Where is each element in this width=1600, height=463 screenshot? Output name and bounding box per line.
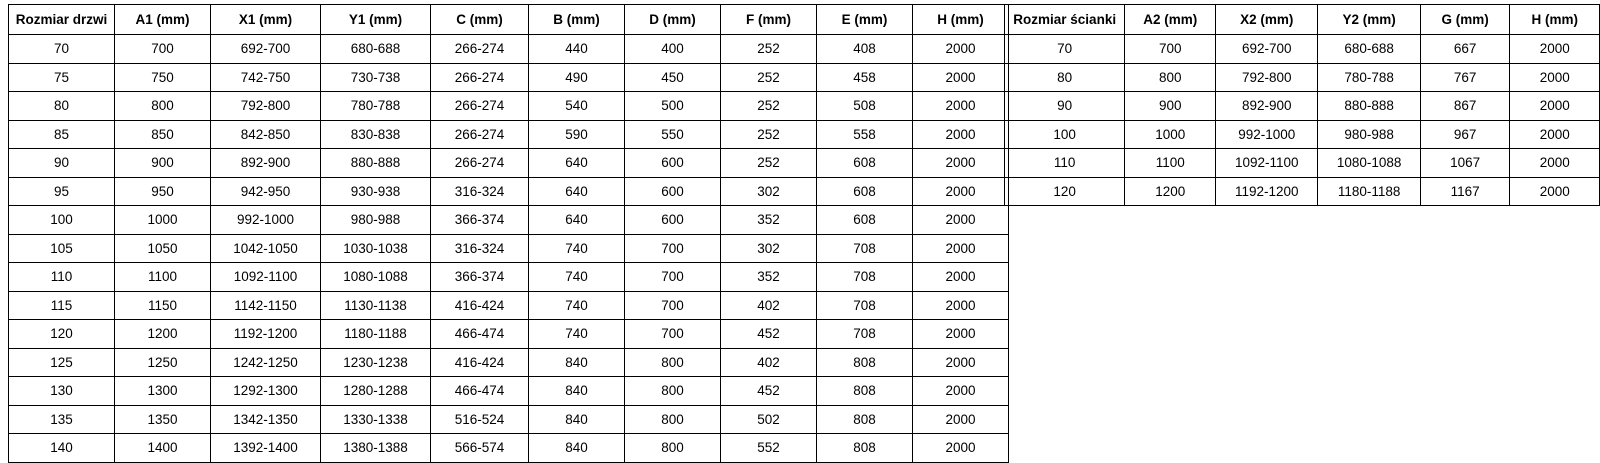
door-table-cell: 452 bbox=[721, 377, 817, 406]
table-row bbox=[9, 120, 1009, 149]
door-table-cell: 808 bbox=[817, 405, 913, 434]
door-table-cell: 590 bbox=[529, 120, 625, 149]
wall-table-cell: 70 bbox=[1005, 35, 1125, 64]
door-table-cell: 110 bbox=[9, 263, 115, 292]
door-table-body bbox=[9, 35, 1009, 463]
door-table-cell: 708 bbox=[817, 263, 913, 292]
wall-table-column-header: H (mm) bbox=[1510, 5, 1600, 35]
door-table-cell: 75 bbox=[9, 63, 115, 92]
door-table-cell: 266-274 bbox=[431, 92, 529, 121]
door-table-cell: 1130-1138 bbox=[321, 291, 431, 320]
door-table-cell: 135 bbox=[9, 405, 115, 434]
table-row bbox=[1005, 92, 1600, 121]
door-table-cell: 352 bbox=[721, 263, 817, 292]
door-table-cell: 2000 bbox=[913, 320, 1009, 349]
door-table-cell: 550 bbox=[625, 120, 721, 149]
table-row bbox=[9, 92, 1009, 121]
door-table-cell: 700 bbox=[625, 291, 721, 320]
door-table-cell: 352 bbox=[721, 206, 817, 235]
door-table-cell: 266-274 bbox=[431, 35, 529, 64]
door-table-cell: 266-274 bbox=[431, 120, 529, 149]
door-table-cell: 680-688 bbox=[321, 35, 431, 64]
door-table-cell: 85 bbox=[9, 120, 115, 149]
door-table-cell: 558 bbox=[817, 120, 913, 149]
door-table-cell: 1200 bbox=[115, 320, 211, 349]
door-table-cell: 640 bbox=[529, 149, 625, 178]
door-table-cell: 950 bbox=[115, 177, 211, 206]
door-table-cell: 942-950 bbox=[211, 177, 321, 206]
door-table-cell: 1230-1238 bbox=[321, 348, 431, 377]
door-table-cell: 608 bbox=[817, 177, 913, 206]
wall-table-cell: 2000 bbox=[1510, 35, 1600, 64]
door-table-column-header: Y1 (mm) bbox=[321, 5, 431, 35]
door-table-cell: 2000 bbox=[913, 377, 1009, 406]
table-row bbox=[9, 377, 1009, 406]
door-table-cell: 490 bbox=[529, 63, 625, 92]
wall-table-cell: 767 bbox=[1420, 63, 1510, 92]
door-table-cell: 608 bbox=[817, 206, 913, 235]
door-table-cell: 850 bbox=[115, 120, 211, 149]
door-table-cell: 740 bbox=[529, 263, 625, 292]
table-row bbox=[1005, 35, 1600, 64]
door-table-cell: 980-988 bbox=[321, 206, 431, 235]
door-table-cell: 90 bbox=[9, 149, 115, 178]
door-table-cell: 900 bbox=[115, 149, 211, 178]
door-size-table-container bbox=[8, 4, 1009, 463]
door-table-cell: 2000 bbox=[913, 92, 1009, 121]
door-table-cell: 700 bbox=[625, 320, 721, 349]
wall-table-cell: 867 bbox=[1420, 92, 1510, 121]
door-table-cell: 2000 bbox=[913, 234, 1009, 263]
door-table-cell: 252 bbox=[721, 149, 817, 178]
door-table-cell: 930-938 bbox=[321, 177, 431, 206]
door-table-cell: 708 bbox=[817, 234, 913, 263]
door-table-cell: 840 bbox=[529, 348, 625, 377]
door-table-cell: 500 bbox=[625, 92, 721, 121]
table-row bbox=[1005, 177, 1600, 206]
table-row bbox=[9, 320, 1009, 349]
wall-table-cell: 1080-1088 bbox=[1318, 149, 1420, 178]
wall-table-cell: 2000 bbox=[1510, 149, 1600, 178]
door-table-cell: 1300 bbox=[115, 377, 211, 406]
door-table-cell: 266-274 bbox=[431, 149, 529, 178]
door-table-column-header: X1 (mm) bbox=[211, 5, 321, 35]
wall-table-header bbox=[1005, 5, 1600, 35]
door-table-cell: 252 bbox=[721, 92, 817, 121]
door-table-cell: 508 bbox=[817, 92, 913, 121]
door-table-cell: 450 bbox=[625, 63, 721, 92]
wall-table-cell: 100 bbox=[1005, 120, 1125, 149]
door-table-cell: 125 bbox=[9, 348, 115, 377]
door-table-cell: 600 bbox=[625, 177, 721, 206]
door-table-cell: 880-888 bbox=[321, 149, 431, 178]
wall-table-cell: 1200 bbox=[1125, 177, 1216, 206]
door-table-cell: 366-374 bbox=[431, 263, 529, 292]
door-table-cell: 366-374 bbox=[431, 206, 529, 235]
door-table-cell: 402 bbox=[721, 291, 817, 320]
door-table-cell: 1392-1400 bbox=[211, 434, 321, 463]
door-table-cell: 1250 bbox=[115, 348, 211, 377]
door-table-cell: 800 bbox=[625, 377, 721, 406]
door-table-cell: 800 bbox=[625, 434, 721, 463]
wall-table-cell: 1192-1200 bbox=[1216, 177, 1318, 206]
door-table-cell: 120 bbox=[9, 320, 115, 349]
wall-size-table-container bbox=[1004, 4, 1600, 206]
door-table-cell: 640 bbox=[529, 177, 625, 206]
door-table-cell: 800 bbox=[625, 348, 721, 377]
door-table-cell: 516-524 bbox=[431, 405, 529, 434]
wall-table-cell: 120 bbox=[1005, 177, 1125, 206]
door-table-cell: 708 bbox=[817, 320, 913, 349]
door-table-cell: 600 bbox=[625, 149, 721, 178]
door-table-cell: 700 bbox=[625, 234, 721, 263]
door-table-cell: 780-788 bbox=[321, 92, 431, 121]
door-table-cell: 1092-1100 bbox=[211, 263, 321, 292]
table-row bbox=[9, 63, 1009, 92]
door-table-cell: 2000 bbox=[913, 149, 1009, 178]
table-row bbox=[1005, 149, 1600, 178]
door-table-cell: 140 bbox=[9, 434, 115, 463]
wall-table-cell: 992-1000 bbox=[1216, 120, 1318, 149]
door-table-cell: 1100 bbox=[115, 263, 211, 292]
door-table-cell: 105 bbox=[9, 234, 115, 263]
door-table-cell: 792-800 bbox=[211, 92, 321, 121]
door-size-table bbox=[8, 4, 1009, 463]
door-table-cell: 808 bbox=[817, 348, 913, 377]
wall-table-cell: 892-900 bbox=[1216, 92, 1318, 121]
door-table-cell: 840 bbox=[529, 405, 625, 434]
table-row bbox=[9, 206, 1009, 235]
door-table-cell: 700 bbox=[115, 35, 211, 64]
door-table-cell: 800 bbox=[625, 405, 721, 434]
door-table-cell: 316-324 bbox=[431, 177, 529, 206]
door-table-column-header: C (mm) bbox=[431, 5, 529, 35]
table-row bbox=[9, 177, 1009, 206]
door-table-column-header: D (mm) bbox=[625, 5, 721, 35]
door-table-cell: 458 bbox=[817, 63, 913, 92]
door-table-cell: 992-1000 bbox=[211, 206, 321, 235]
door-table-cell: 115 bbox=[9, 291, 115, 320]
door-table-cell: 2000 bbox=[913, 263, 1009, 292]
wall-table-cell: 1100 bbox=[1125, 149, 1216, 178]
door-table-cell: 452 bbox=[721, 320, 817, 349]
door-table-cell: 742-750 bbox=[211, 63, 321, 92]
wall-table-column-header: Y2 (mm) bbox=[1318, 5, 1420, 35]
door-table-cell: 316-324 bbox=[431, 234, 529, 263]
wall-table-cell: 1092-1100 bbox=[1216, 149, 1318, 178]
door-table-column-header: E (mm) bbox=[817, 5, 913, 35]
door-table-cell: 1180-1188 bbox=[321, 320, 431, 349]
door-table-cell: 466-474 bbox=[431, 377, 529, 406]
door-table-cell: 2000 bbox=[913, 120, 1009, 149]
door-table-cell: 540 bbox=[529, 92, 625, 121]
door-table-cell: 740 bbox=[529, 320, 625, 349]
door-table-cell: 1042-1050 bbox=[211, 234, 321, 263]
door-table-cell: 700 bbox=[625, 263, 721, 292]
table-row bbox=[9, 405, 1009, 434]
table-row bbox=[9, 263, 1009, 292]
door-table-cell: 2000 bbox=[913, 434, 1009, 463]
door-table-cell: 730-738 bbox=[321, 63, 431, 92]
wall-table-cell: 1067 bbox=[1420, 149, 1510, 178]
door-table-column-header: F (mm) bbox=[721, 5, 817, 35]
table-row bbox=[1005, 120, 1600, 149]
door-table-cell: 502 bbox=[721, 405, 817, 434]
table-row bbox=[9, 234, 1009, 263]
door-table-cell: 2000 bbox=[913, 405, 1009, 434]
wall-table-cell: 110 bbox=[1005, 149, 1125, 178]
door-table-cell: 252 bbox=[721, 35, 817, 64]
wall-table-cell: 680-688 bbox=[1318, 35, 1420, 64]
wall-table-cell: 1167 bbox=[1420, 177, 1510, 206]
door-table-cell: 302 bbox=[721, 177, 817, 206]
door-table-cell: 830-838 bbox=[321, 120, 431, 149]
door-table-column-header: B (mm) bbox=[529, 5, 625, 35]
door-table-cell: 640 bbox=[529, 206, 625, 235]
wall-table-cell: 800 bbox=[1125, 63, 1216, 92]
door-table-cell: 800 bbox=[115, 92, 211, 121]
wall-table-cell: 780-788 bbox=[1318, 63, 1420, 92]
door-table-cell: 600 bbox=[625, 206, 721, 235]
door-table-cell: 2000 bbox=[913, 35, 1009, 64]
wall-table-cell: 667 bbox=[1420, 35, 1510, 64]
door-table-cell: 1000 bbox=[115, 206, 211, 235]
door-table-cell: 266-274 bbox=[431, 63, 529, 92]
door-table-cell: 808 bbox=[817, 377, 913, 406]
wall-table-cell: 980-988 bbox=[1318, 120, 1420, 149]
door-table-cell: 2000 bbox=[913, 206, 1009, 235]
door-table-cell: 100 bbox=[9, 206, 115, 235]
door-table-cell: 566-574 bbox=[431, 434, 529, 463]
wall-table-column-header: A2 (mm) bbox=[1125, 5, 1216, 35]
door-table-cell: 1280-1288 bbox=[321, 377, 431, 406]
door-table-cell: 416-424 bbox=[431, 291, 529, 320]
door-table-cell: 740 bbox=[529, 234, 625, 263]
door-table-cell: 1030-1038 bbox=[321, 234, 431, 263]
wall-size-table bbox=[1004, 4, 1600, 206]
door-table-cell: 608 bbox=[817, 149, 913, 178]
wall-table-cell: 1180-1188 bbox=[1318, 177, 1420, 206]
table-header-row bbox=[1005, 5, 1600, 35]
door-table-cell: 552 bbox=[721, 434, 817, 463]
door-table-cell: 80 bbox=[9, 92, 115, 121]
door-table-cell: 1380-1388 bbox=[321, 434, 431, 463]
door-table-cell: 1400 bbox=[115, 434, 211, 463]
door-table-header bbox=[9, 5, 1009, 35]
door-table-cell: 402 bbox=[721, 348, 817, 377]
wall-table-cell: 700 bbox=[1125, 35, 1216, 64]
door-table-cell: 1350 bbox=[115, 405, 211, 434]
door-table-cell: 302 bbox=[721, 234, 817, 263]
door-table-cell: 1050 bbox=[115, 234, 211, 263]
door-table-cell: 1150 bbox=[115, 291, 211, 320]
wall-table-column-header: Rozmiar ścianki bbox=[1005, 5, 1125, 35]
door-table-cell: 408 bbox=[817, 35, 913, 64]
wall-table-cell: 2000 bbox=[1510, 63, 1600, 92]
door-table-cell: 2000 bbox=[913, 177, 1009, 206]
door-table-column-header: A1 (mm) bbox=[115, 5, 211, 35]
wall-table-cell: 900 bbox=[1125, 92, 1216, 121]
door-table-cell: 1330-1338 bbox=[321, 405, 431, 434]
door-table-cell: 440 bbox=[529, 35, 625, 64]
door-table-cell: 840 bbox=[529, 377, 625, 406]
door-table-cell: 1142-1150 bbox=[211, 291, 321, 320]
table-row bbox=[9, 348, 1009, 377]
door-table-cell: 740 bbox=[529, 291, 625, 320]
wall-table-cell: 2000 bbox=[1510, 120, 1600, 149]
door-table-cell: 1342-1350 bbox=[211, 405, 321, 434]
door-table-column-header: Rozmiar drzwi bbox=[9, 5, 115, 35]
door-table-cell: 416-424 bbox=[431, 348, 529, 377]
door-table-cell: 400 bbox=[625, 35, 721, 64]
wall-table-cell: 2000 bbox=[1510, 177, 1600, 206]
table-row bbox=[9, 291, 1009, 320]
wall-table-cell: 880-888 bbox=[1318, 92, 1420, 121]
door-table-cell: 808 bbox=[817, 434, 913, 463]
door-table-cell: 1080-1088 bbox=[321, 263, 431, 292]
wall-table-column-header: X2 (mm) bbox=[1216, 5, 1318, 35]
door-table-cell: 2000 bbox=[913, 291, 1009, 320]
wall-table-cell: 1000 bbox=[1125, 120, 1216, 149]
door-table-cell: 842-850 bbox=[211, 120, 321, 149]
door-table-cell: 252 bbox=[721, 63, 817, 92]
door-table-cell: 840 bbox=[529, 434, 625, 463]
table-row bbox=[9, 35, 1009, 64]
door-table-cell: 252 bbox=[721, 120, 817, 149]
table-row bbox=[9, 149, 1009, 178]
door-table-cell: 1292-1300 bbox=[211, 377, 321, 406]
table-row bbox=[1005, 63, 1600, 92]
wall-table-cell: 692-700 bbox=[1216, 35, 1318, 64]
door-table-cell: 70 bbox=[9, 35, 115, 64]
door-table-cell: 708 bbox=[817, 291, 913, 320]
wall-table-body bbox=[1005, 35, 1600, 206]
door-table-cell: 2000 bbox=[913, 348, 1009, 377]
door-table-cell: 1242-1250 bbox=[211, 348, 321, 377]
door-table-cell: 95 bbox=[9, 177, 115, 206]
table-header-row bbox=[9, 5, 1009, 35]
door-table-cell: 692-700 bbox=[211, 35, 321, 64]
wall-table-cell: 967 bbox=[1420, 120, 1510, 149]
door-table-cell: 892-900 bbox=[211, 149, 321, 178]
door-table-cell: 1192-1200 bbox=[211, 320, 321, 349]
wall-table-cell: 792-800 bbox=[1216, 63, 1318, 92]
wall-table-column-header: G (mm) bbox=[1420, 5, 1510, 35]
wall-table-cell: 2000 bbox=[1510, 92, 1600, 121]
door-table-cell: 2000 bbox=[913, 63, 1009, 92]
table-row bbox=[9, 434, 1009, 463]
door-table-cell: 750 bbox=[115, 63, 211, 92]
wall-table-cell: 80 bbox=[1005, 63, 1125, 92]
door-table-cell: 130 bbox=[9, 377, 115, 406]
door-table-cell: 466-474 bbox=[431, 320, 529, 349]
door-table-column-header: H (mm) bbox=[913, 5, 1009, 35]
wall-table-cell: 90 bbox=[1005, 92, 1125, 121]
